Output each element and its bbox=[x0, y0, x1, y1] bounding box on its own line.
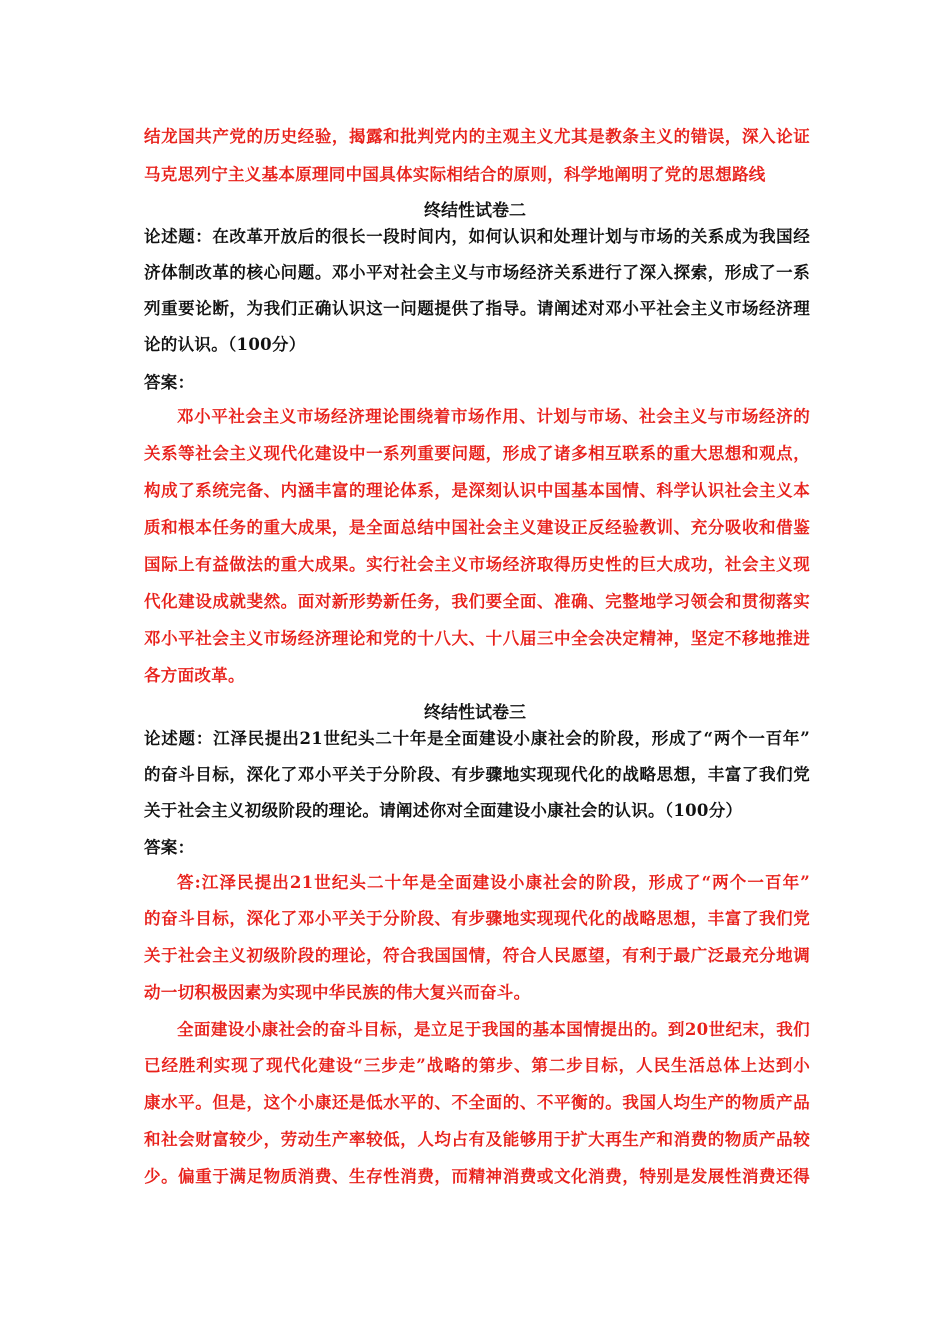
exam2-question-line: 论述题：在改革开放后的很长一段时间内，如何认识和处理计划与市场的关系成为我国经 bbox=[144, 227, 810, 246]
exam3-answer-line: 动一切积极因素为实现中华民族的伟大复兴而奋斗。 bbox=[144, 983, 531, 1002]
exam2-answer-line: 国际上有益做法的重大成果。实行社会主义市场经济取得历史性的巨大成功，社会主义现 bbox=[144, 555, 810, 574]
exam2-question-line: 济体制改革的核心问题。邓小平对社会主义与市场经济关系进行了深入探索，形成了一系 bbox=[144, 263, 810, 282]
exam3-answer-line: 和社会财富较少，劳动生产率较低，人均占有及能够用于扩大再生产和消费的物质产品较 bbox=[144, 1130, 810, 1149]
exam2-answer-line: 邓小平社会主义市场经济理论和党的十八大、十八届三中全会决定精神，坚定不移地推进 bbox=[144, 629, 810, 648]
exam2-answer-line: 质和根本任务的重大成果，是全面总结中国社会主义建设正反经验教训、充分吸收和借鉴 bbox=[144, 518, 810, 537]
exam2-answer-line: 邓小平社会主义市场经济理论围绕着市场作用、计划与市场、社会主义与市场经济的 bbox=[177, 407, 810, 426]
exam2-answer-line: 代化建设成就斐然。面对新形势新任务，我们要全面、准确、完整地学习领会和贯彻落实 bbox=[144, 592, 810, 611]
exam3-answer-line: 已经胜利实现了现代化建设“三步走”战略的第步、第二步目标，人民生活总体上达到小 bbox=[144, 1056, 810, 1075]
exam3-title: 终结性试卷三 bbox=[424, 703, 526, 723]
exam2-answer-label: 答案： bbox=[144, 373, 195, 392]
exam2-question-line: 论的认识。（100分） bbox=[144, 335, 306, 354]
exam2-title: 终结性试卷二 bbox=[424, 201, 526, 221]
exam3-answer-line: 的奋斗目标，深化了邓小平关于分阶段、有步骤地实现现代化的战略思想，丰富了我们党 bbox=[144, 909, 810, 928]
exam2-question-line: 列重要论断，为我们正确认识这一问题提供了指导。请阐述对邓小平社会主义市场经济理 bbox=[144, 299, 810, 318]
exam3-answer-line: 少。偏重于满足物质消费、生存性消费，而精神消费或文化消费，特别是发展性消费还得 bbox=[144, 1167, 810, 1186]
exam2-answer-line: 构成了系统完备、内涵丰富的理论体系，是深刻认识中国基本国情、科学认识社会主义本 bbox=[144, 481, 810, 500]
exam3-question-line: 关于社会主义初级阶段的理论。请阐述你对全面建设小康社会的认识。（100分） bbox=[144, 801, 743, 820]
exam3-answer-line: 关于社会主义初级阶段的理论，符合我国国情，符合人民愿望，有利于最广泛最充分地调 bbox=[144, 946, 810, 965]
exam3-answer-line: 答:江泽民提出21世纪头二十年是全面建设小康社会的阶段，形成了“两个一百年” bbox=[177, 873, 810, 892]
intro-line: 马克思列宁主义基本原理同中国具体实际相结合的原则，科学地阐明了党的思想路线 bbox=[144, 165, 766, 184]
exam3-answer-label: 答案： bbox=[144, 838, 195, 857]
exam3-answer-line: 全面建设小康社会的奋斗目标，是立足于我国的基本国情提出的。到20世纪末，我们 bbox=[177, 1020, 810, 1039]
exam2-answer-line: 关系等社会主义现代化建设中一系列重要问题，形成了诸多相互联系的重大思想和观点， bbox=[144, 444, 810, 463]
intro-line: 结龙国共产党的历史经验，揭露和批判党内的主观主义尤其是教条主义的错误，深入论证 bbox=[144, 127, 810, 146]
exam3-question-line: 的奋斗目标，深化了邓小平关于分阶段、有步骤地实现现代化的战略思想，丰富了我们党 bbox=[144, 765, 810, 784]
exam3-question-line: 论述题：江泽民提出21世纪头二十年是全面建设小康社会的阶段，形成了“两个一百年” bbox=[144, 729, 810, 748]
exam3-answer-line: 康水平。但是，这个小康还是低水平的、不全面的、不平衡的。我国人均生产的物质产品 bbox=[144, 1093, 810, 1112]
exam2-answer-line: 各方面改革。 bbox=[144, 666, 245, 685]
